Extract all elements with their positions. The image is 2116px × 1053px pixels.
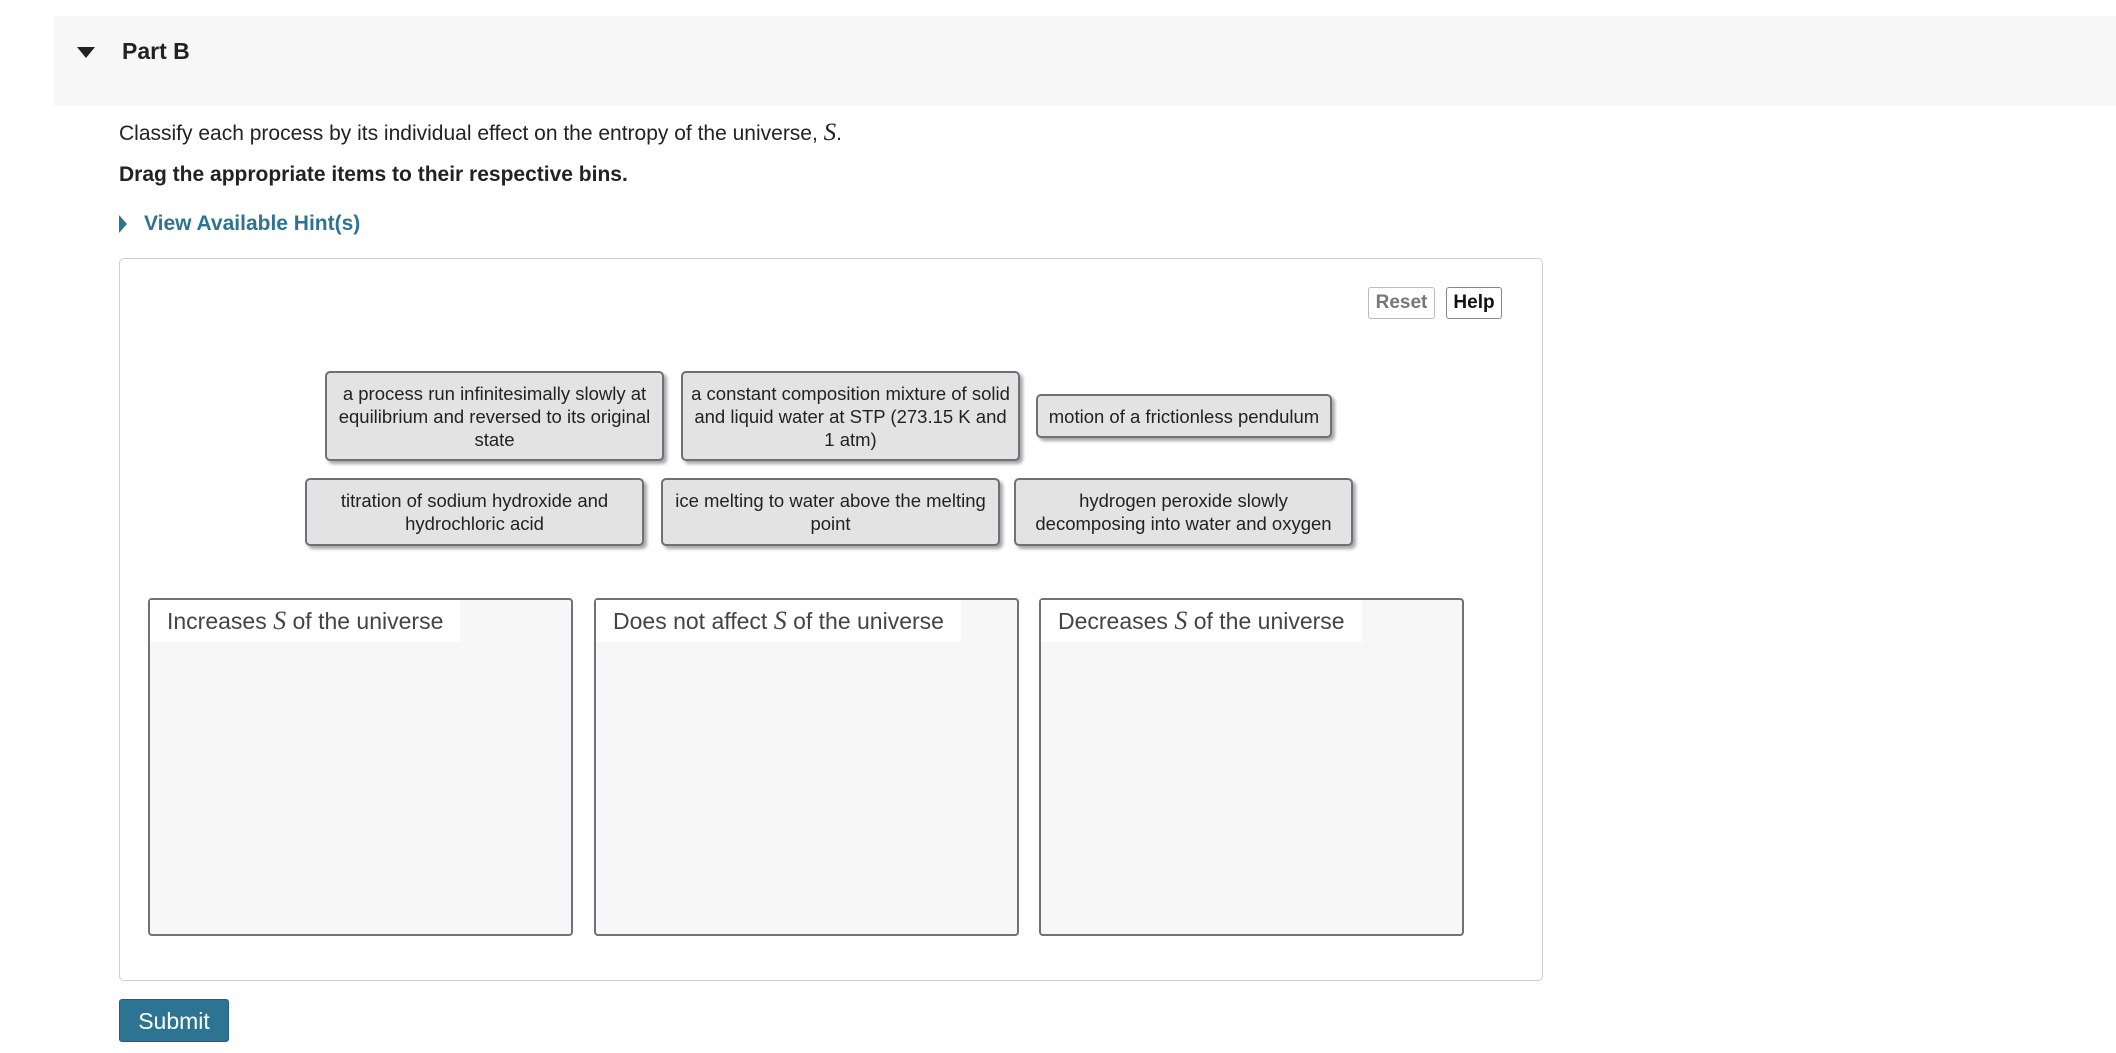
- bin-label-variable: S: [273, 606, 287, 635]
- draggable-item[interactable]: motion of a frictionless pendulum: [1036, 394, 1332, 438]
- draggable-item[interactable]: a constant composition mixture of solid and liquid water at STP (273.15 K and 1 atm): [681, 371, 1020, 461]
- draggable-item[interactable]: a process run infinitesimally slowly at equilibrium and reversed to its original state: [325, 371, 664, 461]
- view-hints-label[interactable]: View Available Hint(s): [144, 212, 361, 235]
- part-header[interactable]: [54, 16, 2116, 106]
- draggable-item[interactable]: hydrogen peroxide slowly decomposing into water and oxygen: [1014, 478, 1353, 546]
- prompt-variable: S: [823, 119, 837, 146]
- bin-does-not-affect[interactable]: [594, 598, 1019, 936]
- bin-label-text: of the universe: [786, 608, 944, 634]
- prompt-end: .: [836, 122, 843, 145]
- reset-button[interactable]: Reset: [1368, 287, 1435, 319]
- bin-decreases[interactable]: [1039, 598, 1464, 936]
- part-title: Part B: [122, 38, 190, 64]
- help-button[interactable]: Help: [1446, 287, 1502, 319]
- instruction-text: Drag the appropriate items to their respective bins.: [119, 163, 628, 186]
- prompt-text: Classify each process by its individual effect on the entropy of the universe,: [119, 122, 824, 145]
- draggable-item[interactable]: titration of sodium hydroxide and hydrochloric acid: [305, 478, 644, 546]
- bin-label-text: Decreases: [1058, 608, 1175, 634]
- drag-and-drop-area: [119, 258, 1543, 981]
- submit-button[interactable]: Submit: [119, 999, 229, 1042]
- view-hints-link[interactable]: [119, 209, 360, 239]
- bin-increases[interactable]: [148, 598, 573, 936]
- caret-down-icon[interactable]: [77, 47, 95, 58]
- bin-label: [596, 600, 961, 642]
- bin-label-text: Increases: [167, 608, 274, 634]
- bin-label-text: of the universe: [286, 608, 444, 634]
- bin-label: [1041, 600, 1362, 642]
- bin-label-variable: S: [773, 606, 787, 635]
- bin-label-variable: S: [1174, 606, 1188, 635]
- question-prompt: [119, 119, 842, 147]
- draggable-item[interactable]: ice melting to water above the melting point: [661, 478, 1000, 546]
- bin-label-text: of the universe: [1187, 608, 1345, 634]
- bin-label-text: Does not affect: [613, 608, 774, 634]
- caret-right-icon: [119, 215, 127, 233]
- bin-label: [150, 600, 460, 642]
